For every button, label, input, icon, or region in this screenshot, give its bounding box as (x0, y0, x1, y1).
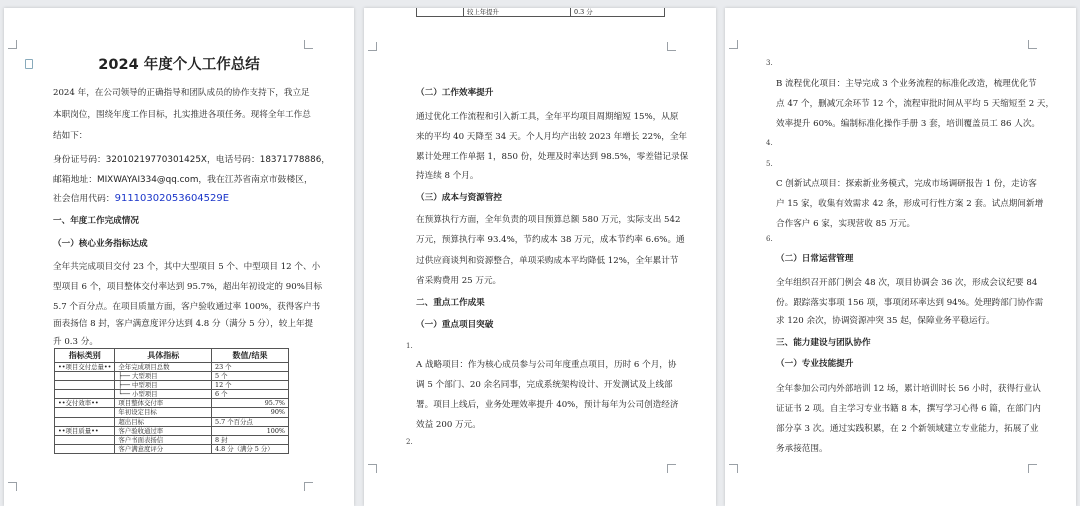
body-line: 调 5 个部门、20 余名同事，完成系统架构设计、开发测试及上线部 (416, 380, 673, 390)
crop-mark (1028, 464, 1037, 473)
table-cell: 5.7 个百分点 (212, 417, 289, 426)
crop-mark (1028, 40, 1037, 49)
body-line: 效益 200 万元。 (416, 420, 481, 430)
table-cell: 6 个 (212, 390, 289, 399)
subsection-heading: （二）工作效率提升 (416, 88, 494, 98)
crop-mark (667, 464, 676, 473)
body-line: 型项目 6 个，项目整体交付率达到 95.7%，超出年初设定的 90%目标 (53, 282, 323, 292)
table-cell (55, 435, 115, 444)
table-row (55, 435, 289, 444)
table-cell (55, 417, 115, 426)
id-line-label: 社会信用代码： (53, 194, 115, 204)
body-line: 全年参加公司内外部培训 12 场，累计培训时长 56 小时，获得行业认 (776, 384, 1041, 394)
body-line: 持连续 8 个月。 (416, 171, 479, 181)
body-line: 户 15 家，收集有效需求 42 条，形成可行性方案 2 套。试点期间新增 (776, 199, 1044, 209)
table-cell: └── 小型项目 (115, 390, 212, 399)
list-number: 1. (406, 342, 413, 350)
crop-mark (667, 42, 676, 51)
id-line: 邮箱地址：MIXWAYAI334@qq.com，我在江苏省南京市鼓楼区， (53, 175, 313, 185)
document-title: 2024 年度个人工作总结 (98, 57, 260, 73)
document-page-3 (725, 8, 1076, 506)
crop-mark (304, 40, 313, 49)
crop-mark (8, 40, 17, 49)
body-line: 求 120 余次，协调资源冲突 35 起，保障业务平稳运行。 (776, 316, 995, 326)
table-header: 数值/结果 (212, 349, 289, 363)
table-cell: ••项目质量•• (55, 426, 115, 435)
crop-mark (304, 482, 313, 491)
subsection-heading: （一）核心业务指标达成 (53, 239, 148, 249)
table-cell: 90% (212, 408, 289, 417)
body-line: 过供应商谈判和资源整合，单项采购成本平均降低 12%，全年累计节 (416, 256, 679, 266)
intro-line: 本职岗位，围绕年度工作目标，扎实推进各项任务。现将全年工作总 (53, 109, 311, 120)
subsection-heading: （二）日常运营管理 (776, 254, 854, 264)
table-cell: 95.7% (212, 399, 289, 408)
table-cell: 较上年提升 (464, 8, 571, 17)
section-heading: 二、重点工作成果 (416, 298, 485, 308)
body-line: 合作客户 6 家，实现营收 85 万元。 (776, 219, 916, 229)
subsection-heading: （一）专业技能提升 (776, 359, 854, 369)
table-cell: ••项目交付总量•• (55, 363, 115, 372)
list-number: 4. (766, 139, 773, 147)
section-heading: 三、能力建设与团队协作 (776, 338, 871, 348)
body-line: 万元，预算执行率 93.4%，节约成本 38 万元，成本节约率 6.6%。通 (416, 235, 685, 245)
table-cell: 项目整体交付率 (115, 399, 212, 408)
table-cell: 超出目标 (115, 417, 212, 426)
body-line: 来的平均 40 天降至 34 天。个人月均产出较 2023 年增长 22%，全年 (416, 132, 688, 142)
subsection-heading: （三）成本与资源管控 (416, 193, 502, 203)
crop-mark (368, 42, 377, 51)
table-cell (417, 8, 464, 17)
table-cell: ••交付效率•• (55, 399, 115, 408)
table-cell (55, 444, 115, 453)
table-cell (55, 390, 115, 399)
table-row (417, 8, 665, 17)
id-line: 身份证号码：32010219770301425X，电话号码：18371778886， (53, 155, 331, 165)
document-page-1 (4, 8, 354, 506)
table-cell: 客户书面表扬信 (115, 435, 212, 444)
table-cell: 100% (212, 426, 289, 435)
table-header: 具体指标 (115, 349, 212, 363)
table-cell: 23 个 (212, 363, 289, 372)
table-cell (55, 408, 115, 417)
body-line: 升 0.3 分。 (53, 337, 98, 347)
table-cell: 5 个 (212, 372, 289, 381)
body-line: 证证书 2 项。自主学习专业书籍 8 本，撰写学习心得 6 篇，在部门内 (776, 404, 1041, 414)
table-row (55, 381, 289, 390)
body-line: A 战略项目：作为核心成员参与公司年度重点项目，历时 6 个月，协 (416, 360, 677, 370)
crop-mark (729, 40, 738, 49)
body-line: 效率提升 60%。编制标准化操作手册 3 套，培训覆盖员工 86 人次。 (776, 119, 1041, 129)
table-header: 指标类别 (55, 349, 115, 363)
body-line: 点 47 个，删减冗余环节 12 个，流程审批时间从平均 5 天缩短至 2 天， (776, 99, 1055, 109)
body-line: 全年共完成项目交付 23 个，其中大型项目 5 个、中型项目 12 个、小 (53, 262, 321, 272)
table-row (55, 417, 289, 426)
crop-mark (729, 464, 738, 473)
section-heading: 一、年度工作完成情况 (53, 216, 139, 226)
list-number: 6. (766, 235, 773, 243)
id-line (53, 188, 229, 211)
body-line: 务承接范围。 (776, 444, 828, 454)
body-line: 全年组织召开部门例会 48 次，项目协调会 36 次，形成会议纪要 84 (776, 278, 1038, 288)
document-page-2 (364, 8, 716, 506)
list-number: 3. (766, 59, 773, 67)
list-number: 2. (406, 438, 413, 446)
table-row (55, 363, 289, 372)
table-row (55, 372, 289, 381)
table-row (55, 399, 289, 408)
body-line: 份。跟踪落实事项 156 项，事项闭环率达到 94%。处理跨部门协作需 (776, 298, 1044, 308)
table-cell: ├── 中型项目 (115, 381, 212, 390)
table-cell: 年初设定目标 (115, 408, 212, 417)
body-line: 在预算执行方面，全年负责的项目预算总额 580 万元，实际支出 542 (416, 215, 681, 225)
table-cell: 8 封 (212, 435, 289, 444)
crop-mark (368, 464, 377, 473)
subsection-heading: （一）重点项目突破 (416, 320, 494, 330)
table-cell: 12 个 (212, 381, 289, 390)
body-line: 通过优化工作流程和引入新工具，全年平均项目周期缩短 15%，从原 (416, 112, 679, 122)
list-number: 5. (766, 160, 773, 168)
table-cell: 4.8 分（满分 5 分） (212, 444, 289, 453)
table-cell: ├── 大型项目 (115, 372, 212, 381)
body-line: 署。项目上线后，业务处理效率提升 40%，预计每年为公司创造经济 (416, 400, 679, 410)
table-body (55, 363, 289, 454)
body-line: 5.7 个百分点。在项目质量方面，客户验收通过率 100%，获得客户书 (53, 302, 321, 312)
table-cell: 0.3 分 (571, 8, 665, 17)
metrics-table-continued (416, 8, 665, 17)
body-line: B 流程优化项目：主导完成 3 个业务流程的标准化改造，梳理优化节 (776, 79, 1037, 89)
table-cell (55, 381, 115, 390)
body-line: 部分享 3 次。通过实践积累，在 2 个新领域建立专业能力，拓展了业 (776, 424, 1039, 434)
body-line: 累计处理工作单据 1，850 份，处理及时率达到 98.5%，零差错记录保 (416, 152, 689, 162)
table-row (55, 408, 289, 417)
intro-line: 2024 年，在公司领导的正确指导和团队成员的协作支持下，我立足 (53, 88, 310, 98)
intro-line: 结如下： (53, 131, 88, 141)
body-line: 省采购费用 25 万元。 (416, 276, 502, 286)
table-row (55, 444, 289, 453)
table-cell: 全年完成项目总数 (115, 363, 212, 372)
table-cell (55, 372, 115, 381)
table-header-row (55, 349, 289, 363)
body-line: 面表扬信 8 封，客户满意度评分达到 4.8 分（满分 5 分），较上年提 (53, 319, 314, 329)
credit-code: 91110302053604529E (114, 193, 230, 204)
body-line: C 创新试点项目：探索新业务模式，完成市场调研报告 1 份，走访客 (776, 179, 1037, 189)
table-cell: 客户验收通过率 (115, 426, 212, 435)
table-row (55, 426, 289, 435)
table-cell: 客户满意度评分 (115, 444, 212, 453)
table-row (55, 390, 289, 399)
crop-mark (8, 482, 17, 491)
metrics-table (54, 348, 289, 454)
